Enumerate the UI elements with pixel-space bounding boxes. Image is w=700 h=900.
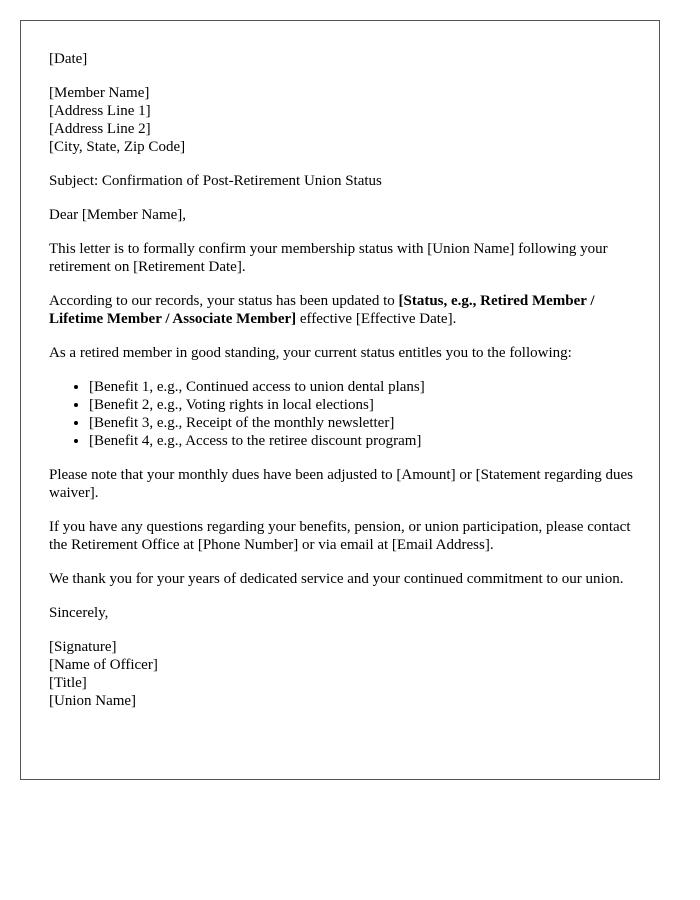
recipient-address-line-1: [Address Line 1] [49,103,151,119]
union-name: [Union Name] [49,693,137,709]
officer-title: [Title] [49,675,87,691]
status-update-prefix: According to our records, your status has been updated to [49,293,399,309]
letter-closing: Sincerely, [49,605,109,621]
paragraph-benefits-intro: As a retired member in good standing, your current status entitles you to the following: [49,345,572,361]
paragraph-status-update [49,292,639,328]
recipient-address-block [49,84,639,156]
status-update-suffix: effective [Effective Date]. [296,311,457,327]
letter-salutation: Dear [Member Name], [49,207,187,223]
paragraph-membership-confirmation: This letter is to formally confirm your membership status with [Union Name] following your retirement on [Retirement Date]. [49,241,608,275]
letter-page [20,20,660,780]
officer-name: [Name of Officer] [49,657,158,673]
recipient-name: [Member Name] [49,85,150,101]
signature: [Signature] [49,639,117,655]
benefit-item: • [Benefit 2, e.g., Voting rights in local elections] [89,396,639,414]
paragraph-contact: If you have any questions regarding your benefits, pension, or union participation, please contact the Retirement Office at [Phone Number] or via email at [Email Address]. [49,519,631,553]
benefit-item: • [Benefit 4, e.g., Access to the retiree discount program] [89,432,639,450]
benefit-item: • [Benefit 3, e.g., Receipt of the monthly newsletter] [89,414,639,432]
recipient-city-state-zip: [City, State, Zip Code] [49,139,186,155]
letter-body [49,50,639,726]
recipient-address-line-2: [Address Line 2] [49,121,151,137]
signature-block [49,638,639,710]
letter-subject: Subject: Confirmation of Post-Retirement Union Status [49,173,382,189]
paragraph-thanks: We thank you for your years of dedicated service and your continued commitment to our union. [49,571,624,587]
letter-date: [Date] [49,51,88,67]
benefit-item: • [Benefit 1, e.g., Continued access to union dental plans] [89,378,639,396]
paragraph-dues: Please note that your monthly dues have been adjusted to [Amount] or [Statement regarding dues waiver]. [49,467,634,501]
benefits-list [49,378,639,450]
status-value: [Status, e.g., Retired Member / Lifetime Member / Associate Member] [49,293,595,327]
